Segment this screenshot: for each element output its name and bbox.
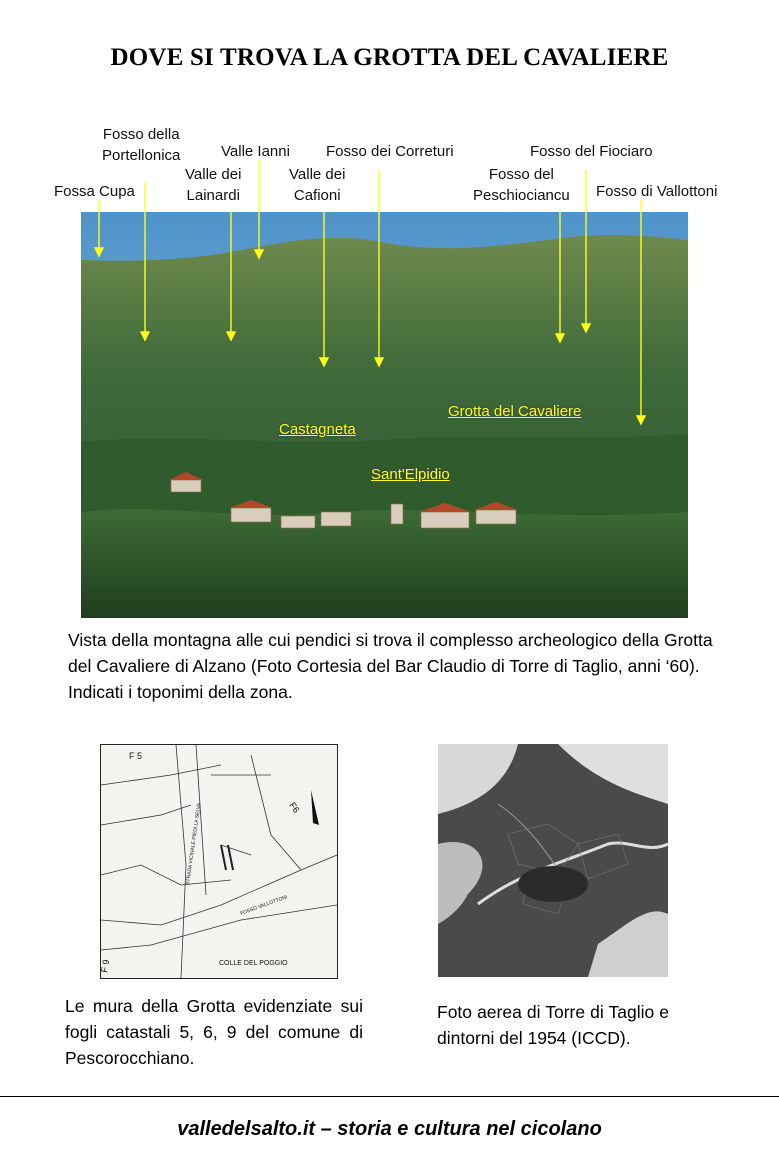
page-title: DOVE SI TROVA LA GROTTA DEL CAVALIERE: [110, 44, 669, 71]
photo-caption: Vista della montagna alle cui pendici si trova il complesso archeologico della Grotta del Cavaliere di Alzano (Foto Cortesia del Bar Claudio di Torre di Taglio, anni ‘60). Indicati i toponimi della zona.: [68, 630, 713, 702]
aerial-photo-illustration: [438, 744, 668, 977]
map-label-f5: F 5: [129, 751, 143, 761]
map-label-colle: COLLE DEL POGGIO: [219, 960, 288, 967]
toponym-fossa-cupa: Fossa Cupa: [54, 183, 135, 200]
map-label-fosso-vallottoni: FOSSO VALLOTTONI: [239, 894, 289, 917]
toponym-fosso-fiociaro: Fosso del Fiociaro: [530, 143, 653, 160]
map-caption: Le mura della Grotta evidenziate sui fogli catastali 5, 6, 9 del comune di Pescorocchiano.: [65, 996, 363, 1068]
landscape-photo: [81, 212, 688, 618]
toponym-valle-cafioni: [289, 164, 345, 206]
toponym-valle-ianni: Valle Ianni: [221, 143, 290, 160]
map-label-f9: F 9: [99, 958, 112, 974]
toponym-fosso-portellonica: [102, 124, 180, 166]
cadastral-map: [100, 744, 338, 979]
landscape-illustration: [81, 212, 688, 618]
toponym-valle-lainardi: [185, 164, 241, 206]
aerial-photo: [438, 744, 668, 977]
map-label-f6: F6: [287, 800, 302, 815]
toponym-valle-lainardi-text: Valle dei Lainardi: [185, 166, 242, 204]
label-sant-elpidio: Sant'Elpidio: [371, 466, 450, 483]
map-label-strada: STRADA VICINALE PIEDI LA SELVA: [185, 802, 203, 886]
label-grotta-del-cavaliere: Grotta del Cavaliere: [448, 403, 582, 420]
cadastral-map-drawing: [101, 745, 337, 978]
toponym-fosso-portellonica-text: Fosso della Portellonica: [102, 126, 181, 164]
toponym-fosso-correturi: Fosso dei Correturi: [326, 143, 454, 160]
label-castagneta: Castagneta: [279, 421, 356, 438]
toponym-fosso-peschiociancu: [473, 164, 570, 206]
toponym-valle-cafioni-text: Valle dei Cafioni: [289, 166, 346, 204]
aerial-caption: Foto aerea di Torre di Taglio e dintorni del 1954 (ICCD).: [437, 1002, 669, 1048]
footer-divider: [0, 1096, 779, 1097]
toponym-fosso-peschiociancu-text: Fosso del Peschiociancu: [473, 166, 570, 204]
footer-text: valledelsalto.it – storia e cultura nel cicolano: [177, 1118, 602, 1140]
toponym-fosso-vallottoni: Fosso di Vallottoni: [596, 183, 718, 200]
